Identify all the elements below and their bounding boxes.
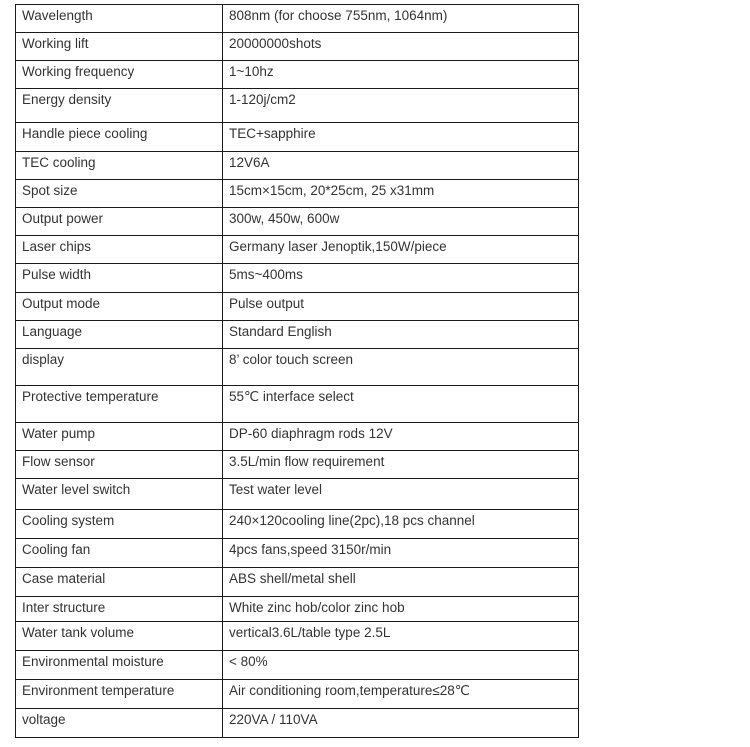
table-row	[16, 539, 579, 568]
spec-value: vertical3.6L/table type 2.5L	[223, 622, 579, 651]
table-row	[16, 5, 579, 33]
spec-value: 15cm×15cm, 20*25cm, 25 x31mm	[223, 180, 579, 208]
spec-name: Environment temperature	[16, 680, 223, 709]
table-row	[16, 236, 579, 264]
spec-value: Test water level	[223, 479, 579, 510]
spec-name: TEC cooling	[16, 152, 223, 180]
spec-name: Output mode	[16, 293, 223, 321]
spec-value: 240×120cooling line(2pc),18 pcs channel	[223, 510, 579, 539]
spec-value: TEC+sapphire	[223, 123, 579, 152]
spec-value: Germany laser Jenoptik,150W/piece	[223, 236, 579, 264]
table-row	[16, 423, 579, 451]
table-row	[16, 89, 579, 123]
spec-name: Protective temperature	[16, 386, 223, 423]
table-row	[16, 568, 579, 597]
spec-name: voltage	[16, 709, 223, 738]
table-row	[16, 680, 579, 709]
table-row	[16, 208, 579, 236]
spec-value: ABS shell/metal shell	[223, 568, 579, 597]
spec-name: Case material	[16, 568, 223, 597]
table-row	[16, 321, 579, 349]
spec-name: Flow sensor	[16, 451, 223, 479]
spec-name: Spot size	[16, 180, 223, 208]
spec-name: Wavelength	[16, 5, 223, 33]
table-row	[16, 33, 579, 61]
table-row	[16, 293, 579, 321]
spec-name: Pulse width	[16, 264, 223, 293]
table-row	[16, 451, 579, 479]
table-row	[16, 651, 579, 680]
spec-name: Cooling system	[16, 510, 223, 539]
spec-name: display	[16, 349, 223, 386]
spec-name: Inter structure	[16, 597, 223, 622]
spec-name: Language	[16, 321, 223, 349]
spec-value: 12V6A	[223, 152, 579, 180]
table-row	[16, 61, 579, 89]
spec-name: Working lift	[16, 33, 223, 61]
spec-name: Laser chips	[16, 236, 223, 264]
table-row	[16, 510, 579, 539]
table-row	[16, 349, 579, 386]
spec-name: Environmental moisture	[16, 651, 223, 680]
spec-value: 55℃ interface select	[223, 386, 579, 423]
spec-value: 220VA / 110VA	[223, 709, 579, 738]
table-row	[16, 123, 579, 152]
spec-value: DP-60 diaphragm rods 12V	[223, 423, 579, 451]
spec-value: 1-120j/cm2	[223, 89, 579, 123]
spec-value: 808nm (for choose 755nm, 1064nm)	[223, 5, 579, 33]
table-row	[16, 386, 579, 423]
spec-name: Cooling fan	[16, 539, 223, 568]
spec-value: 4pcs fans,speed 3150r/min	[223, 539, 579, 568]
spec-name: Working frequency	[16, 61, 223, 89]
spec-value: 20000000shots	[223, 33, 579, 61]
spec-value: 5ms~400ms	[223, 264, 579, 293]
spec-table	[15, 4, 579, 738]
spec-value: White zinc hob/color zinc hob	[223, 597, 579, 622]
spec-value: < 80%	[223, 651, 579, 680]
table-row	[16, 479, 579, 510]
spec-value: Air conditioning room,temperature≤28℃	[223, 680, 579, 709]
spec-value: 1~10hz	[223, 61, 579, 89]
table-row	[16, 264, 579, 293]
table-row	[16, 622, 579, 651]
spec-value: 3.5L/min flow requirement	[223, 451, 579, 479]
spec-name: Output power	[16, 208, 223, 236]
spec-value: Pulse output	[223, 293, 579, 321]
spec-value: Standard English	[223, 321, 579, 349]
table-row	[16, 152, 579, 180]
table-row	[16, 597, 579, 622]
table-row	[16, 180, 579, 208]
table-row	[16, 709, 579, 738]
spec-name: Energy density	[16, 89, 223, 123]
spec-name: Handle piece cooling	[16, 123, 223, 152]
spec-value: 300w, 450w, 600w	[223, 208, 579, 236]
spec-name: Water level switch	[16, 479, 223, 510]
spec-value: 8’ color touch screen	[223, 349, 579, 386]
spec-name: Water tank volume	[16, 622, 223, 651]
spec-name: Water pump	[16, 423, 223, 451]
